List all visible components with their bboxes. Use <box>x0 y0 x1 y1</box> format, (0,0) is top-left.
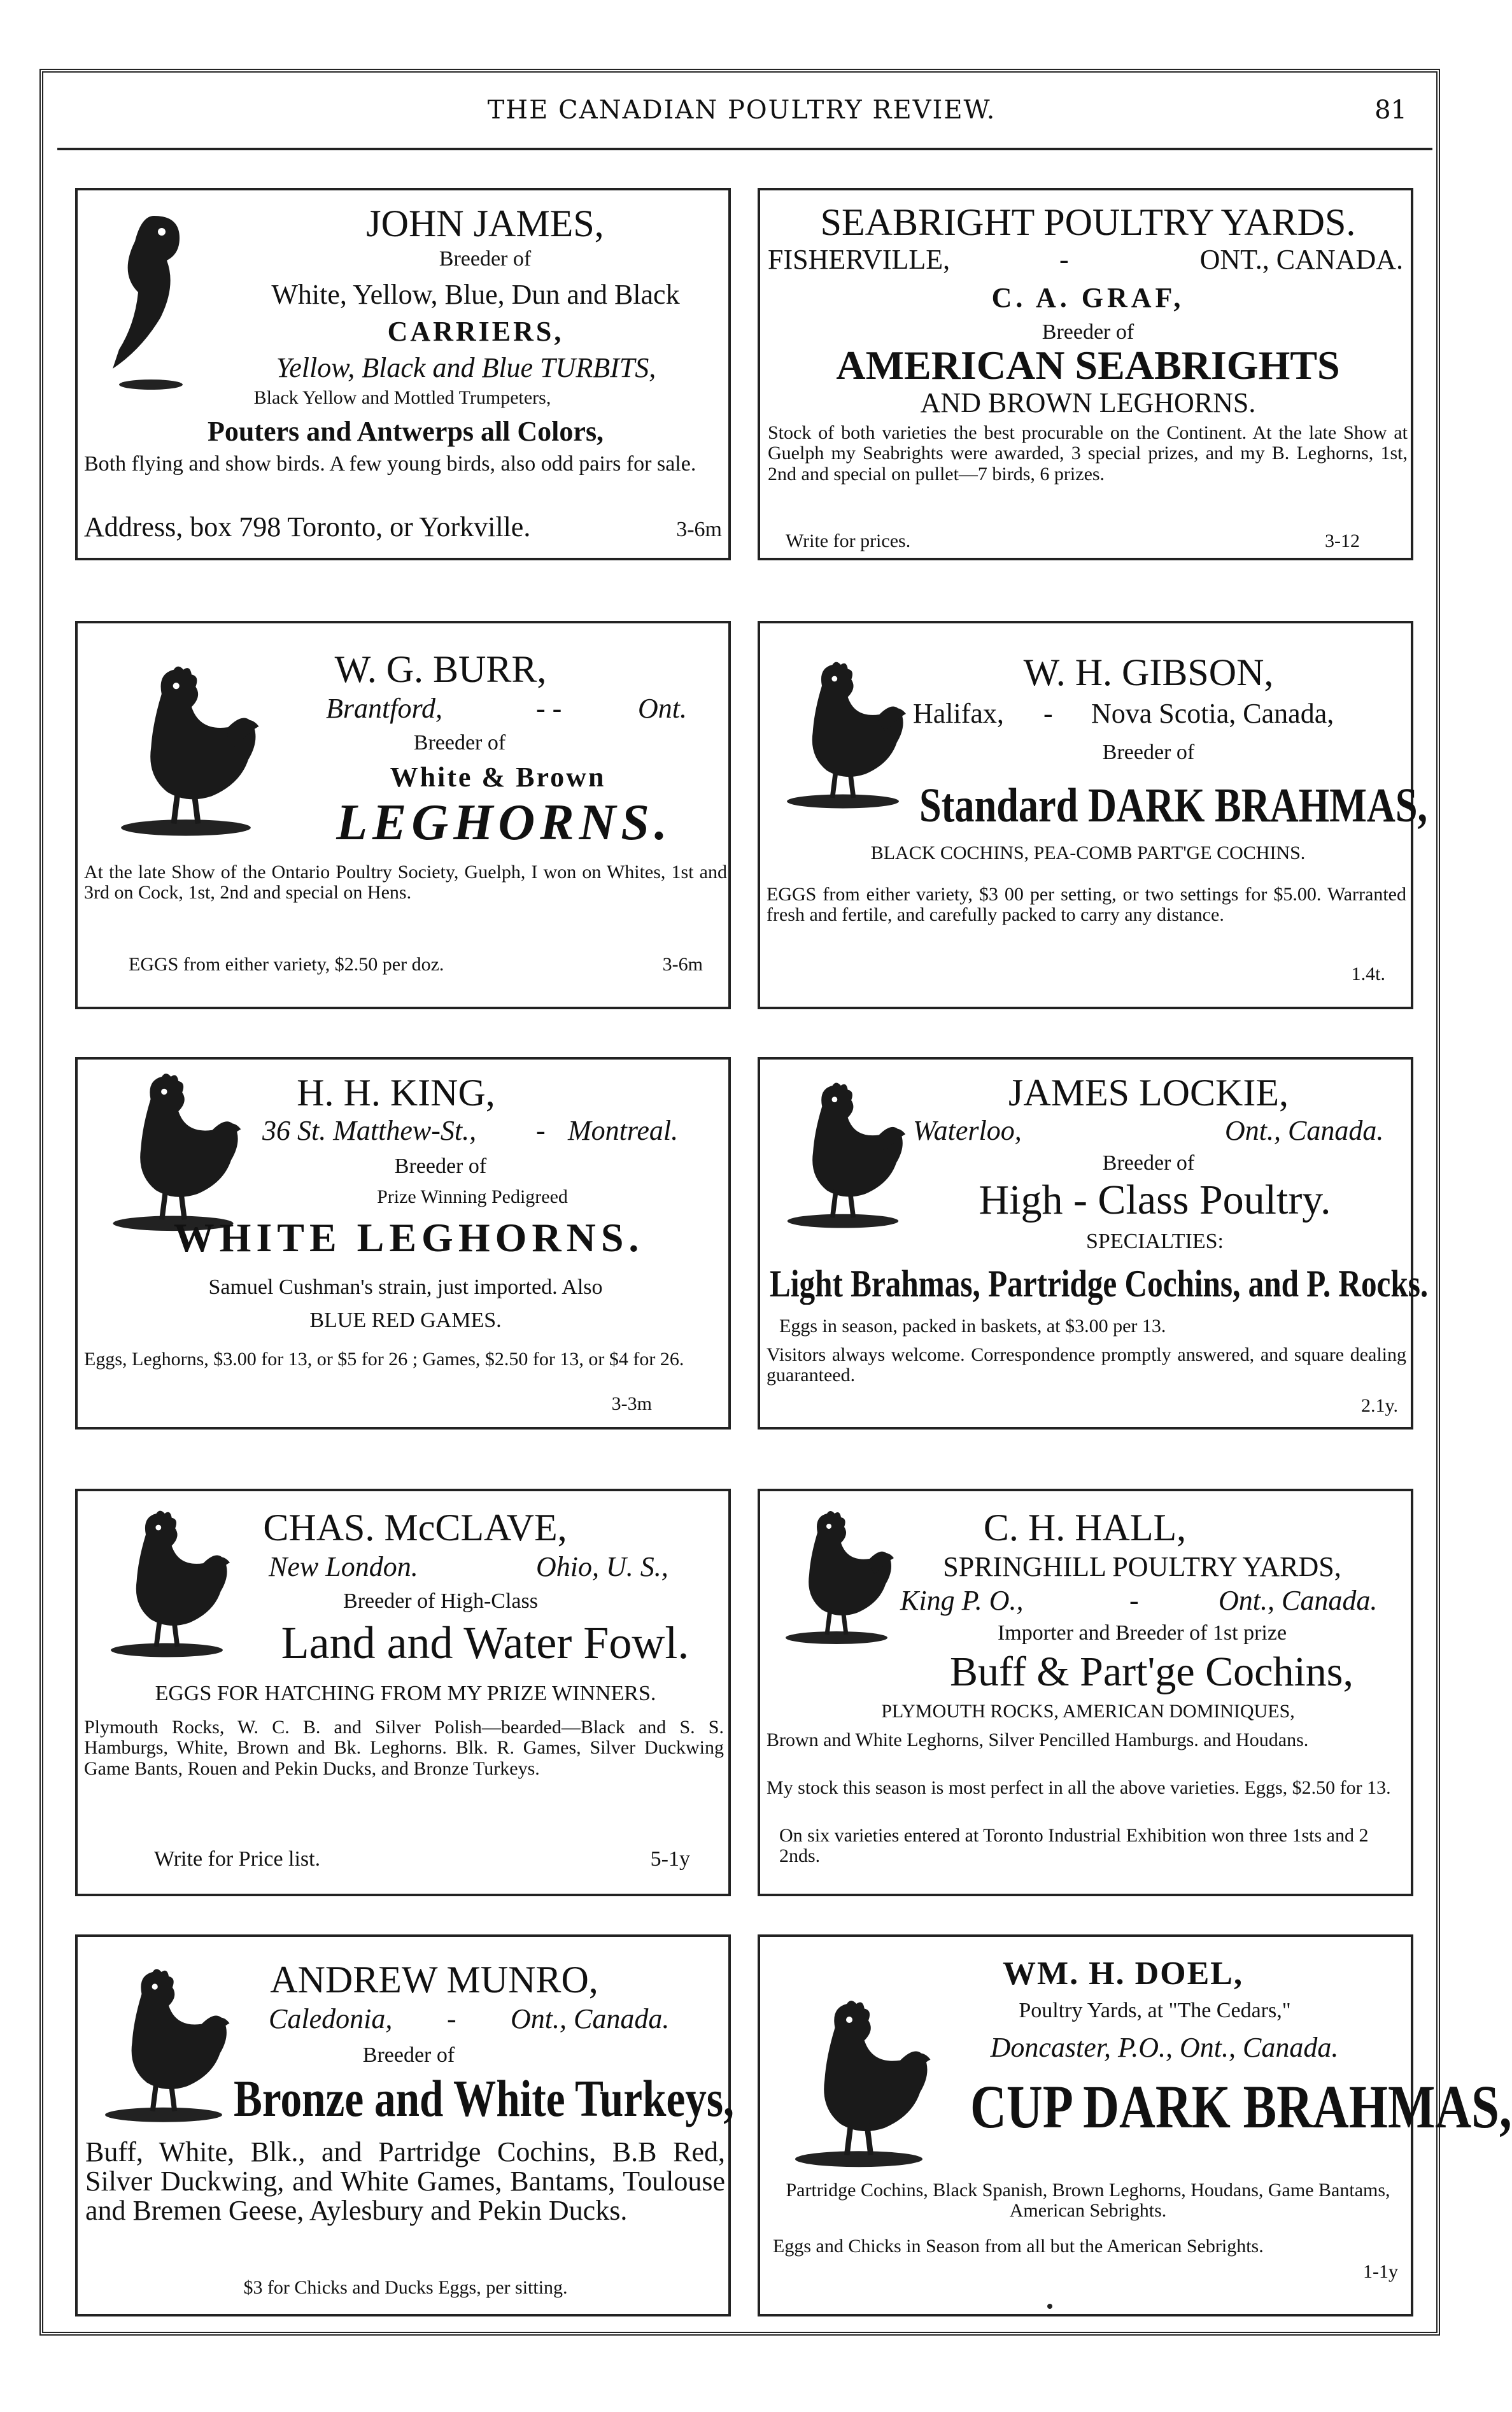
rooster-illustration <box>97 1069 250 1235</box>
ad-term: 3-3m <box>611 1393 652 1414</box>
rooster-illustration <box>773 1079 913 1231</box>
ad-line: Buff & Part'ge Cochins, <box>950 1649 1353 1695</box>
rooster-illustration <box>773 1504 900 1650</box>
ad-line: Stock of both varieties the best procurable on the Continent. At the late Show at Guelph my Seabrights were awarded, 3 special prizes, and my B. Leghorns, 1st, 2nd and special on pullet—7 birds, 6 prizes. <box>768 422 1408 485</box>
ad-line: BLACK COCHINS, PEA-COMB PART'GE COCHINS. <box>870 842 1306 863</box>
ad-line: Eggs and Chicks in Season from all but the American Sebrights. <box>773 2236 1264 2257</box>
ornament-dot <box>1047 2304 1052 2309</box>
breeder-of: Breeder of High-Class <box>343 1589 538 1613</box>
ad-line: Brown and White Leghorns, Silver Pencilled Hamburgs. and Houdans. <box>767 1729 1309 1750</box>
location: Ont., Canada. <box>1225 1115 1384 1146</box>
location: Halifax, <box>913 698 1004 729</box>
breeder-of: Breeder of <box>1102 741 1195 764</box>
ad-line: Write for prices. <box>786 530 911 551</box>
ad-line: On six varieties entered at Toronto Industrial Exhibition won three 1sts and 2 2nds. <box>779 1825 1369 1867</box>
ad-line: High - Class Poultry. <box>979 1177 1331 1223</box>
ad-line: Buff, White, Blk., and Partridge Cochins, B.B Red, Silver Duckwing, and White Games, Bantams, Toulouse and Bremen Geese, Aylesbury and Pekin Ducks. <box>85 2136 725 2227</box>
separator: - <box>536 1115 546 1146</box>
ad-james-lockie <box>758 1057 1429 1429</box>
ad-line: White, Yellow, Blue, Dun and Black <box>271 279 680 310</box>
separator: - <box>1043 698 1053 729</box>
advertiser-name: ANDREW MUNRO, <box>270 1959 598 2001</box>
ad-line: EGGS from either variety, $2.50 per doz. <box>129 954 444 975</box>
ad-line: WHITE LEGHORNS. <box>173 1215 644 1260</box>
location: New London. <box>269 1551 418 1582</box>
ad-term: 1-1y <box>1363 2261 1398 2282</box>
advertiser-name: JAMES LOCKIE, <box>1008 1072 1289 1114</box>
ad-line: EGGS FOR HATCHING FROM MY PRIZE WINNERS. <box>155 1682 656 1705</box>
separator: - - <box>536 693 562 724</box>
ad-term: 5-1y <box>650 1847 690 1871</box>
ad-line: Plymouth Rocks, W. C. B. and Silver Polish—bearded—Black and S. S. Hamburgs, White, Brown and Bk. Leghorns. Blk. R. Games, Silver Duckwing Game Bants, Rouen and Pekin Ducks, and Bronze Turkeys. <box>84 1717 724 1779</box>
separator: - <box>447 2003 456 2034</box>
rooster-illustration <box>97 1504 237 1663</box>
breeder-of: Breeder of <box>362 2043 455 2067</box>
breeder-of: Breeder of <box>394 1154 487 1178</box>
ad-line: $3 for Chicks and Ducks Eggs, per sitting. <box>243 2277 568 2298</box>
ad-term: 2.1y. <box>1360 1395 1398 1416</box>
ad-line: AMERICAN SEABRIGHTS <box>836 343 1340 388</box>
ad-line: Address, box 798 Toronto, or Yorkville. <box>84 511 531 543</box>
header-rule <box>57 148 1432 150</box>
ad-w-h-gibson <box>758 621 1428 1009</box>
advertiser-name: CHAS. McCLAVE, <box>263 1507 567 1549</box>
ad-line: Both flying and show birds. A few young birds, also odd pairs for sale. <box>84 452 696 476</box>
ad-term: 3-6m <box>676 518 722 541</box>
page-number: 81 <box>1374 96 1407 125</box>
location: Caledonia, <box>269 2003 393 2034</box>
ad-line: AND BROWN LEGHORNS. <box>920 387 1256 418</box>
location: Ont., Canada. <box>1219 1585 1378 1616</box>
ad-andrew-munro <box>75 1934 734 2316</box>
ad-c-h-hall <box>758 1489 1413 1896</box>
ad-line: At the late Show of the Ontario Poultry Society, Guelph, I won on Whites, 1st and 3rd on Cock, 1st, 2nd and special on Hens. <box>84 862 727 904</box>
ad-line: CARRIERS, <box>387 316 564 347</box>
location: Montreal. <box>568 1115 679 1146</box>
ad-line: Light Brahmas, Partridge Cochins, and P. Rocks. <box>770 1263 1429 1305</box>
ad-line: Poultry Yards, at "The Cedars," <box>1019 1999 1291 2022</box>
ad-wm-h-doel <box>758 1934 1512 2316</box>
ad-line: Samuel Cushman's strain, just imported. Also <box>208 1275 603 1299</box>
page-header <box>57 89 1426 134</box>
ad-line: Prize Winning Pedigreed <box>377 1186 568 1207</box>
proprietor: C. A. GRAF, <box>991 282 1185 313</box>
rooster-illustration <box>773 655 913 814</box>
ad-w-g-burr <box>75 621 731 1009</box>
advertiser-name: JOHN JAMES, <box>366 202 604 245</box>
location: ONT., CANADA. <box>1199 244 1403 275</box>
location: Brantford, <box>326 693 442 724</box>
breeder-of: Breeder of <box>1102 1151 1195 1175</box>
ad-chas-mcclave <box>75 1489 731 1896</box>
ad-line: Black Yellow and Mottled Trumpeters, <box>253 387 551 408</box>
ad-seabright-poultry-yards <box>758 188 1413 560</box>
advertiser-name: SEABRIGHT POULTRY YARDS. <box>820 201 1356 243</box>
ad-h-h-king <box>75 1057 731 1429</box>
separator: - <box>1129 1585 1139 1616</box>
ad-line: Importer and Breeder of 1st prize <box>997 1621 1287 1645</box>
location: Ont. <box>638 693 687 724</box>
ad-line: Visitors always welcome. Correspondence promptly answered, and square dealing guaranteed. <box>767 1344 1406 1386</box>
ad-line: EGGS from either variety, $3 00 per setting, or two settings for $5.00. Warranted fresh and fertile, and carefully packed to carry any distance. <box>767 884 1406 926</box>
rooster-illustration <box>103 662 269 840</box>
separator: - <box>1059 244 1069 275</box>
ad-line: Eggs in season, packed in baskets, at $3.00 per 13. <box>779 1316 1166 1337</box>
ad-line: Doncaster, P.O., Ont., Canada. <box>990 2032 1339 2063</box>
ad-line: SPECIALTIES: <box>1085 1230 1224 1253</box>
location: Waterloo, <box>913 1115 1022 1146</box>
ad-john-james <box>75 188 731 560</box>
ad-line: CUP DARK BRAHMAS, <box>970 2073 1512 2141</box>
ad-line: Bronze and White Turkeys, <box>234 2069 734 2127</box>
ad-line: My stock this season is most perfect in all the above varieties. Eggs, $2.50 for 13. <box>767 1777 1391 1798</box>
ad-line: SPRINGHILL POULTRY YARDS, <box>943 1551 1341 1582</box>
ad-line: PLYMOUTH ROCKS, AMERICAN DOMINIQUES, <box>881 1701 1295 1722</box>
location: FISHERVILLE, <box>768 244 950 275</box>
journal-title: THE CANADIAN POULTRY REVIEW. <box>487 96 996 125</box>
advertiser-name: C. H. HALL, <box>983 1507 1187 1549</box>
breeder-of: Breeder of <box>1042 320 1134 344</box>
ad-line: Land and Water Fowl. <box>281 1617 689 1668</box>
ad-line: White & Brown <box>390 762 606 793</box>
pigeon-illustration <box>90 203 218 394</box>
ad-term: 3-6m <box>662 954 703 975</box>
breeder-of: Breeder of <box>439 247 532 271</box>
advertiser-name: H. H. KING, <box>297 1072 495 1114</box>
location: Ohio, U. S., <box>536 1551 668 1582</box>
ad-line: Eggs, Leghorns, $3.00 for 13, or $5 for 26 ; Games, $2.50 for 13, or $4 for 26. <box>84 1349 684 1370</box>
location: King P. O., <box>900 1585 1024 1616</box>
location: Ont., Canada. <box>511 2003 670 2034</box>
advertiser-name: W. H. GIBSON, <box>1023 651 1274 693</box>
advertiser-name: W. G. BURR, <box>334 648 547 690</box>
location: Nova Scotia, Canada, <box>1091 698 1334 729</box>
ad-line: LEGHORNS. <box>336 795 672 851</box>
ad-line: Standard DARK BRAHMAS, <box>919 779 1428 832</box>
rooster-illustration <box>779 1988 938 2179</box>
ad-line: Pouters and Antwerps all Colors, <box>207 416 604 447</box>
ad-line: Partridge Cochins, Black Spanish, Brown Leghorns, Houdans, Game Bantams, American Sebrights. <box>786 2180 1390 2222</box>
ad-line: Yellow, Black and Blue TURBITS, <box>276 352 656 383</box>
ad-line: BLUE RED GAMES. <box>309 1309 502 1332</box>
ad-line: Write for Price list. <box>154 1847 321 1871</box>
rooster-illustration <box>90 1962 237 2128</box>
ad-term: 3-12 <box>1325 530 1360 551</box>
ad-term: 1.4t. <box>1351 963 1385 984</box>
breeder-of: Breeder of <box>413 731 506 755</box>
advertiser-name: WM. H. DOEL, <box>1003 1955 1243 1992</box>
location: 36 St. Matthew-St., <box>262 1115 477 1146</box>
